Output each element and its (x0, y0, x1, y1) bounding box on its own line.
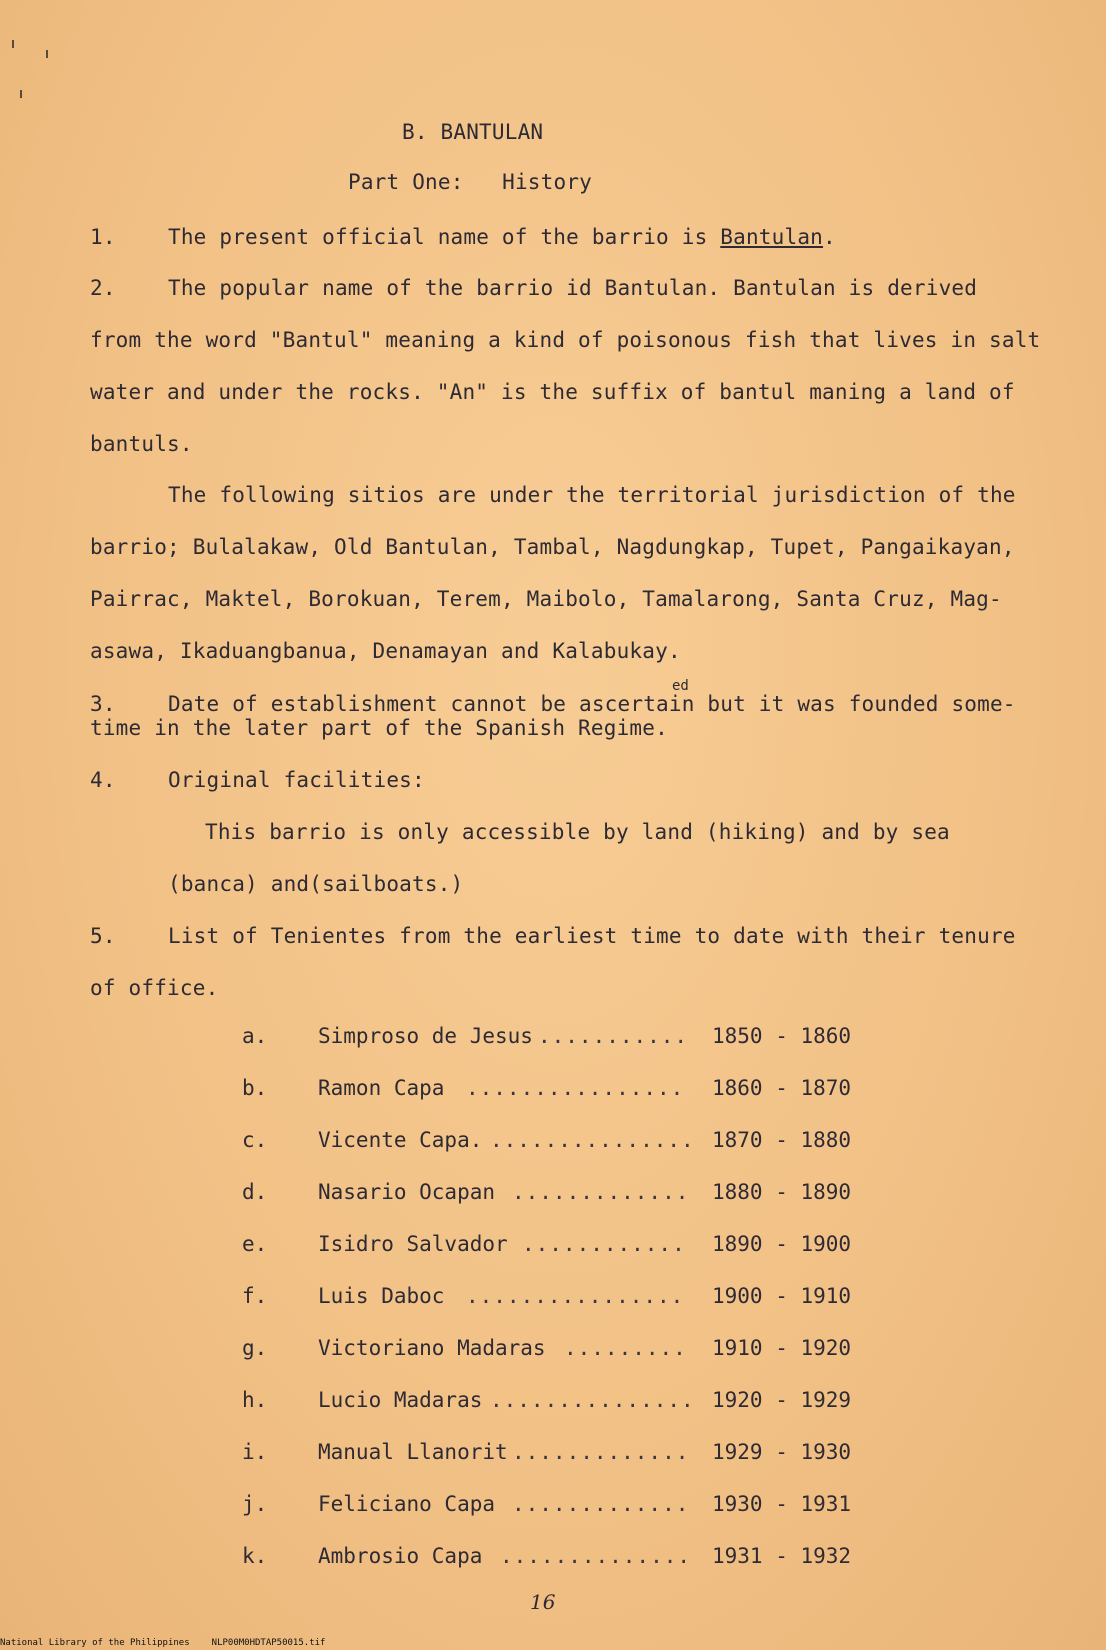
item-1-number: 1. (90, 225, 116, 249)
item-4-line-2: (banca) and(sailboats.) (168, 872, 464, 896)
item-4-number: 4. (90, 768, 116, 792)
item-2-line-2: from the word "Bantul" meaning a kind of poisonous fish that lives in salt (90, 328, 1041, 352)
list-item: h. Lucio Madaras ............... 1920 - 1929 (242, 1388, 852, 1412)
sitios-line-4: asawa, Ikaduangbanua, Denamayan and Kalabukay. (90, 639, 681, 663)
footer-file: NLP00M0HDTAP50015.tif (211, 1638, 326, 1648)
section-subtitle: Part One: History (348, 170, 593, 194)
list-item: k. Ambrosio Capa .............. 1931 - 1932 (242, 1544, 852, 1568)
item-5-number: 5. (90, 924, 116, 948)
item-4-line-1: This barrio is only accessible by land (hiking) and by sea (205, 820, 950, 844)
item-2-line-4: bantuls. (90, 432, 193, 456)
item-1-text: The present official name of the barrio is Bantulan. (168, 225, 836, 249)
footer-library: National Library of the Philippines (0, 1638, 190, 1648)
list-item: j. Feliciano Capa ............. 1930 - 1931 (242, 1492, 852, 1516)
item-5-line-2: of office. (90, 976, 219, 1000)
item-4-heading: Original facilities: (168, 768, 425, 792)
item-3-line-2: time in the later part of the Spanish Regime. (90, 716, 668, 740)
list-item: b. Ramon Capa ................ 1860 - 1870 (242, 1076, 852, 1100)
sitios-line-2: barrio; Bulalakaw, Old Bantulan, Tambal, Nagdungkap, Tupet, Pangaikayan, (90, 535, 1015, 559)
list-item: d. Nasario Ocapan ............. 1880 - 1890 (242, 1180, 852, 1204)
paper-speck (46, 50, 48, 58)
list-item: a. Simproso de Jesus ........... 1850 - 1860 (242, 1024, 852, 1048)
list-item: i. Manual Llanorit ............. 1929 - 1930 (242, 1440, 852, 1464)
item-3-number: 3. (90, 692, 116, 716)
handwritten-insert: ed (672, 678, 689, 694)
list-item: g. Victoriano Madaras ......... 1910 - 1920 (242, 1336, 852, 1360)
list-item: e. Isidro Salvador ............ 1890 - 1900 (242, 1232, 852, 1256)
list-item: c. Vicente Capa. ............... 1870 - 1880 (242, 1128, 852, 1152)
item-2-number: 2. (90, 276, 116, 300)
item-5-line-1: List of Tenientes from the earliest time to date with their tenure (168, 924, 1016, 948)
item-3-line-1: Date of establishment cannot be ascertain but it was founded some- (168, 692, 1016, 716)
sitios-line-3: Pairrac, Maktel, Borokuan, Terem, Maibolo, Tamalarong, Santa Cruz, Mag- (90, 587, 1002, 611)
scan-footer (0, 1638, 347, 1648)
paper-speck (20, 90, 22, 98)
page-number: 16 (530, 1590, 556, 1614)
document-title: B. BANTULAN (402, 120, 544, 144)
barrio-name-underlined: Bantulan (720, 225, 824, 249)
sitios-line-1: The following sitios are under the territorial jurisdiction of the (168, 483, 1016, 507)
item-2-line-1: The popular name of the barrio id Bantulan. Bantulan is derived (168, 276, 978, 300)
item-2-line-3: water and under the rocks. "An" is the suffix of bantul maning a land of (90, 380, 1015, 404)
list-item: f. Luis Daboc ................ 1900 - 1910 (242, 1284, 852, 1308)
paper-speck (12, 40, 14, 48)
